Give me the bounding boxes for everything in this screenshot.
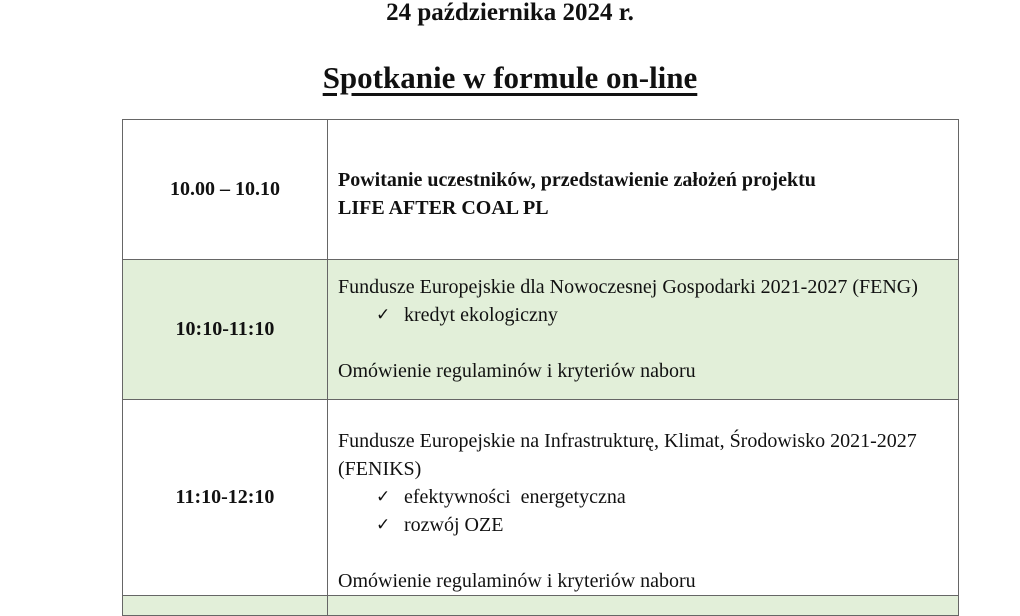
agenda-note: Omówienie regulaminów i kryteriów naboru — [338, 359, 696, 382]
checkmark-icon: ✓ — [376, 514, 391, 535]
agenda-row-3 — [123, 400, 959, 596]
list-item-text: efektywności energetyczna — [404, 485, 626, 508]
list-item — [376, 511, 958, 539]
agenda-line: LIFE AFTER COAL PL — [338, 196, 549, 219]
agenda-content — [328, 120, 959, 260]
agenda-row-1 — [123, 120, 959, 260]
document-title: Spotkanie w formule on-line — [322, 60, 698, 95]
list-item-text: kredyt ekologiczny — [404, 303, 558, 326]
agenda-row-2 — [123, 260, 959, 400]
agenda-time: 10:10-11:10 — [123, 260, 328, 400]
checkmark-icon: ✓ — [376, 304, 391, 325]
list-item-text: rozwój OZE — [404, 513, 504, 536]
bullet-list — [338, 301, 958, 329]
agenda-table — [122, 119, 959, 616]
program-name: Fundusze Europejskie dla Nowoczesnej Gospodarki 2021-2027 (FENG) — [338, 275, 918, 298]
agenda-content — [328, 260, 959, 400]
agenda-content — [328, 400, 959, 596]
list-item — [376, 301, 958, 329]
program-name: Fundusze Europejskie na Infrastrukturę, Klimat, Środowisko 2021-2027 (FENIKS) — [338, 429, 917, 480]
agenda-row-4 — [123, 596, 959, 616]
agenda-time: 11:10-12:10 — [123, 400, 328, 596]
document-date: 24 października 2024 r. — [386, 0, 634, 26]
agenda-note: Omówienie regulaminów i kryteriów naboru — [338, 569, 696, 592]
checkmark-icon: ✓ — [376, 486, 391, 507]
agenda-line: Powitanie uczestników, przedstawienie założeń projektu — [338, 168, 816, 191]
agenda-time: 10.00 – 10.10 — [123, 120, 328, 260]
bullet-list — [338, 483, 958, 539]
list-item — [376, 483, 958, 511]
